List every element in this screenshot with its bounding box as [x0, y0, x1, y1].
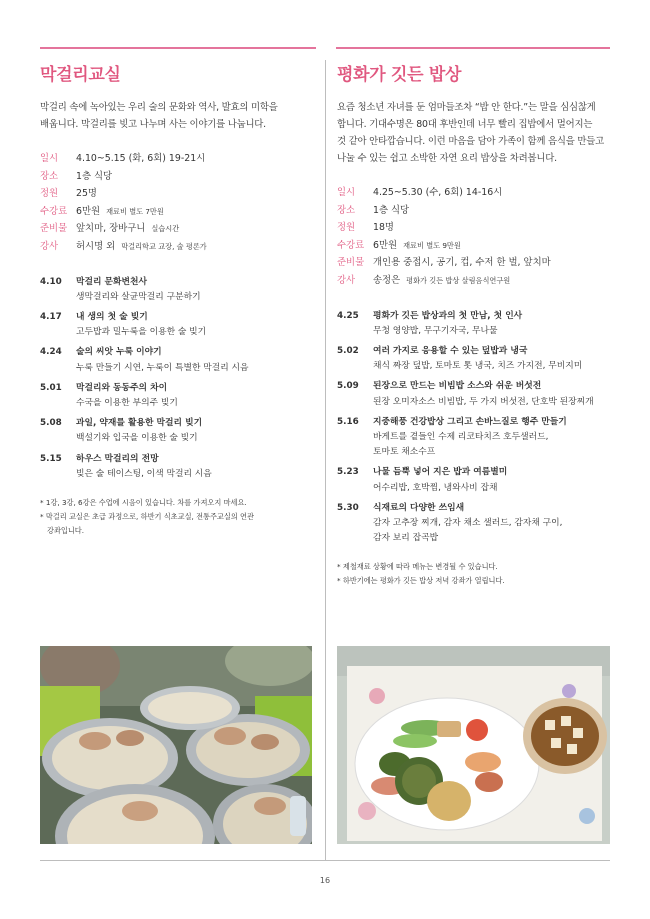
- schedule-date: 5.02: [337, 345, 359, 356]
- intro-line: 나눌 수 있는 쉽고 소박한 자연 요리 밥상을 차려봅니다.: [337, 153, 557, 164]
- info-row-datetime: [337, 184, 610, 202]
- intro-line: 합니다. 기대수명은 80대 후반인데 너무 빨리 집밥에서 멀어지는: [337, 119, 593, 130]
- intro-text: [337, 99, 610, 167]
- schedule-list: [40, 275, 312, 482]
- notes: [337, 560, 610, 588]
- photo-illustration: [337, 646, 610, 844]
- schedule-item: [40, 345, 312, 375]
- schedule-title: 나물 듬뿍 넣어 지은 밥과 여름별미: [373, 467, 508, 478]
- bottom-rule: [40, 860, 610, 861]
- info-row-supplies: [40, 220, 312, 238]
- left-top-rule: [40, 47, 316, 49]
- schedule-desc: 빚은 술 테이스팅, 이색 막걸리 시음: [76, 468, 212, 479]
- info-row-fee: [337, 237, 610, 255]
- schedule-item: [337, 415, 610, 461]
- info-key: 준비물: [337, 257, 365, 269]
- intro-text: [40, 99, 312, 133]
- schedule-date: 5.01: [40, 382, 62, 393]
- schedule-date: 5.23: [337, 467, 359, 478]
- schedule-item: [40, 381, 312, 411]
- info-value: 1층 식당: [373, 204, 410, 216]
- info-key: 강사: [337, 274, 356, 286]
- info-note: 평화가 깃든 밥상 살림음식연구원: [406, 275, 511, 285]
- info-value: 6만원: [373, 239, 398, 251]
- schedule-title: 막걸리 문화변천사: [76, 276, 148, 287]
- info-note: 재료비 별도 9만원: [403, 240, 461, 250]
- notes: [40, 496, 312, 538]
- info-key: 준비물: [40, 223, 68, 235]
- info-key: 정원: [40, 188, 59, 200]
- info-note: 재료비 별도 7만원: [106, 206, 164, 216]
- schedule-title: 된장으로 만드는 비빔밥 소스와 쉬운 버섯전: [373, 381, 542, 392]
- schedule-title: 막걸리와 동동주의 차이: [76, 382, 168, 393]
- schedule-item: [40, 310, 312, 340]
- page-number: 16: [319, 876, 331, 885]
- section-title: 평화가 깃든 밥상: [337, 65, 462, 85]
- info-row-supplies: [337, 254, 610, 272]
- info-value: 송정은: [373, 274, 401, 286]
- schedule-desc: 무청 영양밥, 무구기자국, 무나물: [373, 325, 498, 336]
- info-row-datetime: [40, 150, 312, 168]
- info-key: 수강료: [337, 239, 365, 251]
- intro-line: 배웁니다. 막걸리를 빚고 나누며 사는 이야기를 나눕니다.: [40, 119, 266, 130]
- schedule-item: [40, 452, 312, 482]
- schedule-date: 4.24: [40, 347, 62, 358]
- info-key: 장소: [337, 204, 356, 216]
- note-line: * 하반기에는 평화가 깃든 밥상 저녁 강좌가 열립니다.: [337, 576, 505, 586]
- schedule-desc: 감자 보리 잡곡밥: [373, 533, 439, 544]
- info-list: [40, 150, 312, 256]
- info-row-fee: [40, 203, 312, 221]
- schedule-item: [337, 344, 610, 374]
- schedule-desc: 바게트를 곁들인 수제 리코타치즈 호두샐러드,: [373, 431, 549, 442]
- schedule-date: 4.17: [40, 311, 62, 322]
- schedule-date: 5.30: [337, 502, 359, 513]
- right-top-rule: [336, 47, 610, 49]
- info-value: 허시명 외: [76, 240, 116, 252]
- info-key: 강사: [40, 240, 59, 252]
- column-divider: [325, 60, 326, 860]
- schedule-title: 과일, 약재를 활용한 막걸리 빚기: [76, 418, 203, 429]
- info-value: 앞치마, 장바구니: [76, 223, 146, 235]
- info-key: 일시: [40, 153, 59, 164]
- schedule-item: [337, 501, 610, 547]
- schedule-date: 5.16: [337, 416, 359, 427]
- info-list: [337, 184, 610, 290]
- schedule-date: 5.09: [337, 381, 359, 392]
- schedule-title: 술의 씨앗 누룩 이야기: [76, 347, 162, 358]
- note-line: * 제철재료 상황에 따라 메뉴는 변경될 수 있습니다.: [337, 562, 498, 572]
- schedule-item: [40, 416, 312, 446]
- info-row-capacity: [337, 219, 610, 237]
- info-value: 18명: [373, 222, 394, 234]
- schedule-desc: 백설기와 입국을 이용한 술 빚기: [76, 433, 198, 444]
- schedule-date: 4.10: [40, 276, 62, 287]
- info-key: 수강료: [40, 205, 68, 217]
- info-note: 실습시간: [151, 224, 180, 234]
- info-row-instructor: [40, 238, 312, 256]
- schedule-desc: 수국을 이용한 부의주 빚기: [76, 397, 178, 408]
- schedule-item: [337, 309, 610, 339]
- info-row-place: [337, 202, 610, 220]
- schedule-item: [40, 275, 312, 305]
- schedule-item: [337, 379, 610, 409]
- info-key: 일시: [337, 187, 356, 198]
- info-value: 4.25~5.30 (수, 6회) 14-16시: [373, 187, 503, 198]
- schedule-desc: 고두밥과 밀누룩을 이용한 술 빚기: [76, 327, 207, 338]
- schedule-desc: 채식 짜장 덮밥, 토마토 톳 냉국, 치즈 가지전, 무비지미: [373, 361, 583, 372]
- peace-table-photo: [337, 646, 610, 844]
- schedule-desc: 감자 고추장 찌개, 감자 채소 샐러드, 감자채 구이,: [373, 518, 563, 528]
- intro-line: 것 같아 안타깝습니다. 이런 마음을 담아 가족이 함께 음식을 만들고: [337, 136, 604, 147]
- intro-line: 막걸리 속에 녹아있는 우리 술의 문화와 역사, 발효의 미학을: [40, 102, 278, 113]
- note-line: 강좌입니다.: [47, 526, 85, 535]
- info-value: 1층 식당: [76, 170, 113, 182]
- schedule-title: 지중해풍 건강밥상 그리고 손바느질로 행주 만들기: [373, 416, 567, 427]
- info-value: 4.10~5.15 (화, 6회) 19-21시: [76, 153, 206, 164]
- schedule-title: 내 생의 첫 술 빚기: [76, 311, 148, 322]
- schedule-title: 여러 가지로 응용할 수 있는 덮밥과 냉국: [373, 345, 528, 356]
- schedule-date: 5.15: [40, 453, 62, 464]
- info-note: 막걸리학교 교장, 술 평론가: [121, 241, 207, 251]
- schedule-title: 식재료의 다양한 쓰임새: [373, 502, 465, 513]
- schedule-date: 4.25: [337, 310, 359, 321]
- schedule-date: 5.08: [40, 418, 62, 429]
- makgeolli-class-photo: [40, 646, 312, 844]
- schedule-title: 평화가 깃든 밥상과의 첫 만남, 첫 인사: [373, 310, 523, 321]
- peace-table-section: [337, 60, 610, 588]
- info-row-place: [40, 168, 312, 186]
- schedule-title: 하우스 막걸리의 전망: [76, 453, 159, 464]
- info-row-capacity: [40, 185, 312, 203]
- info-key: 장소: [40, 170, 59, 182]
- intro-line: 요즘 청소년 자녀를 둔 엄마들조차 “밥 안 한다.”는 말을 심심찮게: [337, 102, 596, 113]
- note-line: * 1강, 3강, 6강은 수업에 시음이 있습니다. 차를 가져오지 마세요.: [40, 498, 247, 507]
- info-row-instructor: [337, 272, 610, 290]
- info-key: 정원: [337, 222, 356, 234]
- info-value: 6만원: [76, 205, 101, 217]
- schedule-item: [337, 465, 610, 495]
- info-value: 25명: [76, 188, 97, 200]
- note-line: * 막걸리 교실은 초급 과정으로, 하반기 식초교실, 전통주교실의 연관: [40, 512, 254, 521]
- info-value: 개인용 중접시, 공기, 컵, 수저 한 벌, 앞치마: [373, 257, 551, 269]
- schedule-desc: 누룩 만들기 시연, 누룩이 특별한 막걸리 시음: [76, 362, 249, 373]
- schedule-desc: 어수리밥, 호박찜, 냉와사비 잡채: [373, 482, 498, 493]
- schedule-list: [337, 309, 610, 547]
- makgeolli-class-section: [40, 60, 312, 538]
- schedule-desc: 토마토 채소수프: [373, 447, 436, 458]
- schedule-desc: 생막걸리와 살균막걸리 구분하기: [76, 291, 201, 302]
- section-title: 막걸리교실: [40, 65, 121, 85]
- photo-illustration: [40, 646, 312, 844]
- schedule-desc: 된장 오미자소스 비빔밥, 두 가지 버섯전, 단호박 된장찌개: [373, 396, 594, 407]
